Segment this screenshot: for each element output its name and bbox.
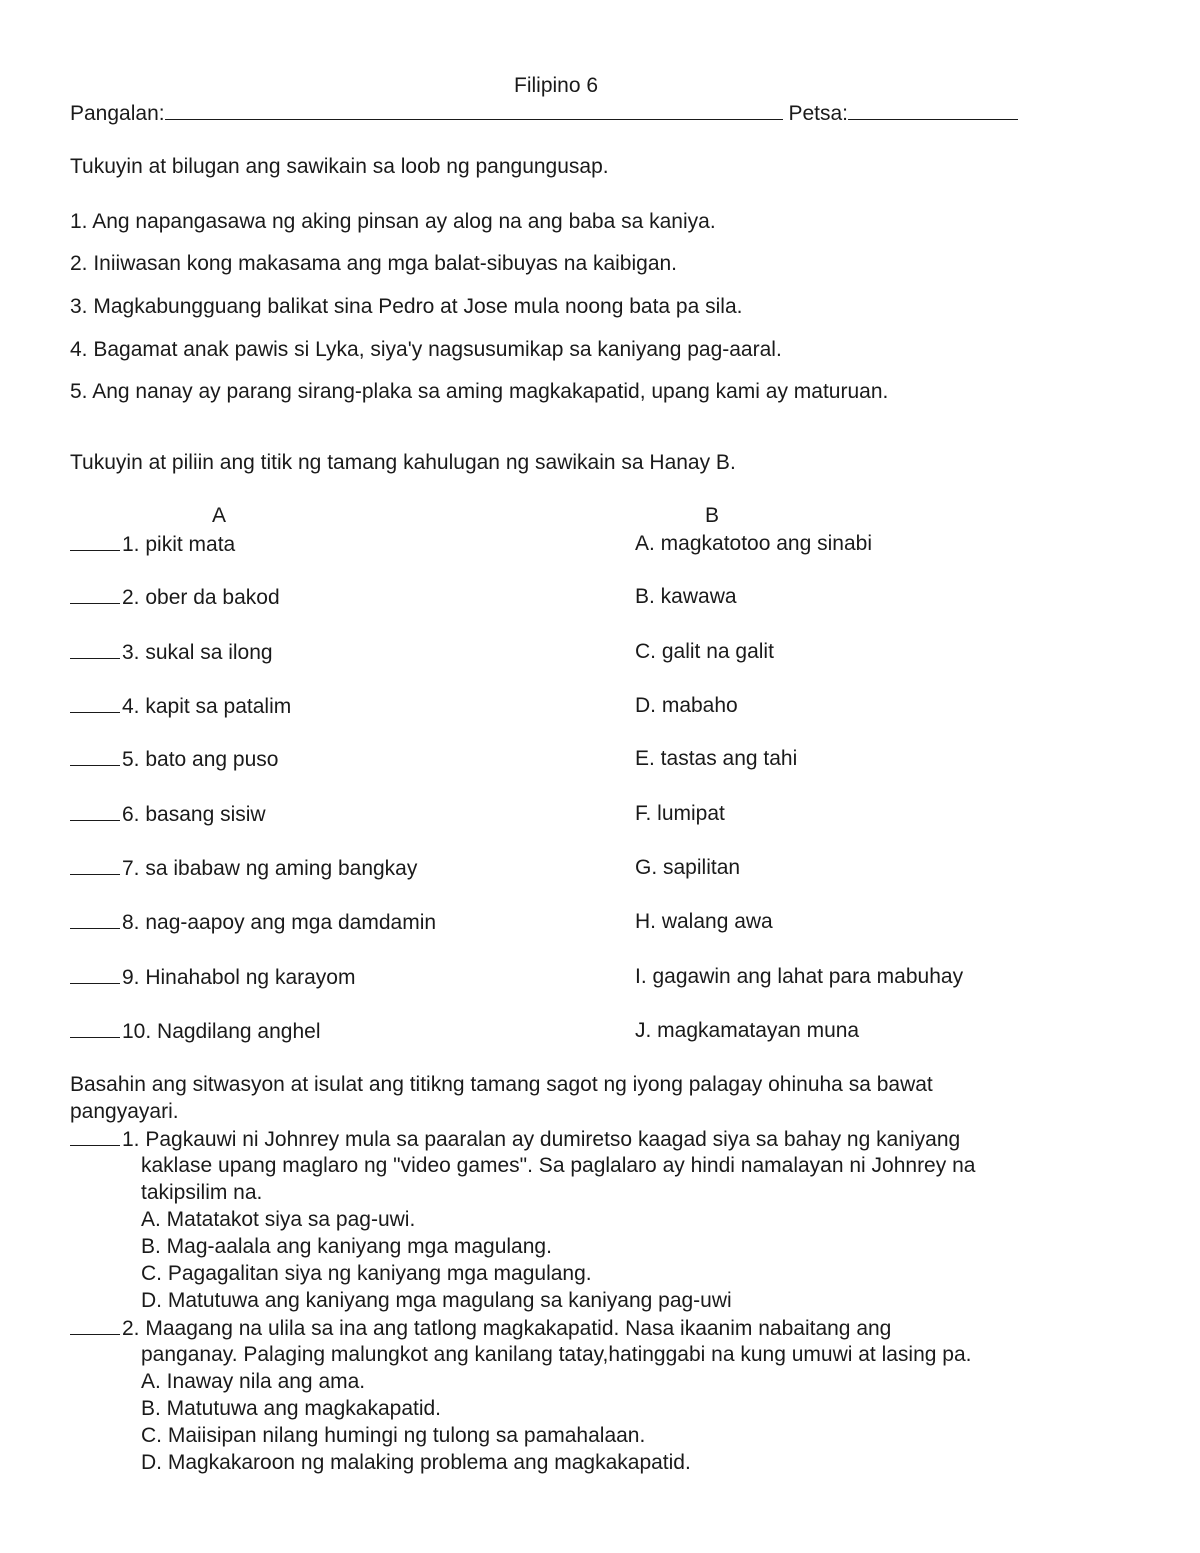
choice-b: B. Mag-aalala ang kaniyang mga magulang.	[141, 1235, 552, 1258]
name-label: Pangalan:	[70, 102, 165, 125]
match-item-b: C. galit na galit	[635, 640, 774, 663]
match-item-a: 2. ober da bakod	[70, 583, 280, 611]
choice-d: D. Magkakaroon ng malaking problema ang magkakapatid.	[141, 1451, 691, 1474]
part1-item: 4. Bagamat anak pawis si Lyka, siya'y nagsusumikap sa kaniyang pag-aaral.	[70, 338, 782, 361]
choice-a: A. Matatakot siya sa pag-uwi.	[141, 1208, 416, 1231]
answer-blank[interactable]	[70, 800, 120, 821]
choice-d: D. Matutuwa ang kaniyang mga magulang sa kaniyang pag-uwi	[141, 1289, 732, 1312]
match-item-a: 9. Hinahabol ng karayom	[70, 963, 355, 991]
name-blank[interactable]	[165, 101, 783, 120]
choice-c: C. Maiisipan nilang humingi ng tulong sa pamahalaan.	[141, 1424, 646, 1447]
answer-blank[interactable]	[70, 963, 120, 984]
part1-instruction: Tukuyin at bilugan ang sawikain sa loob ng pangungusap.	[70, 155, 609, 178]
match-item-b: E. tastas ang tahi	[635, 747, 798, 770]
match-item-b: F. lumipat	[635, 802, 725, 825]
answer-blank[interactable]	[70, 745, 120, 766]
match-item-b: I. gagawin ang lahat para mabuhay	[635, 965, 964, 988]
part1-item: 5. Ang nanay ay parang sirang-plaka sa aming magkakapatid, upang kami ay maturuan.	[70, 380, 889, 403]
situation-1: 1. Pagkauwi ni Johnrey mula sa paaralan ay dumiretso kaagad siya sa bahay ng kaniyang	[70, 1125, 960, 1153]
match-item-a: 5. bato ang puso	[70, 745, 278, 773]
name-date-line	[70, 100, 1018, 127]
part2-instruction: Tukuyin at piliin ang titik ng tamang kahulugan ng sawikain sa Hanay B.	[70, 451, 736, 474]
choice-b: B. Matutuwa ang magkakapatid.	[141, 1397, 442, 1420]
answer-blank[interactable]	[70, 530, 120, 551]
answer-blank[interactable]	[70, 583, 120, 604]
answer-blank[interactable]	[70, 1017, 120, 1038]
match-item-a: 4. kapit sa patalim	[70, 692, 291, 720]
answer-blank[interactable]	[70, 854, 120, 875]
answer-blank[interactable]	[70, 1125, 120, 1146]
answer-blank[interactable]	[70, 908, 120, 929]
part3-instruction: Basahin ang sitwasyon at isulat ang titikng tamang sagot ng iyong palagay ohinuha sa bawat	[70, 1073, 933, 1096]
choice-c: C. Pagagalitan siya ng kaniyang mga magulang.	[141, 1262, 592, 1285]
match-item-a: 1. pikit mata	[70, 530, 235, 558]
match-item-b: H. walang awa	[635, 910, 773, 933]
situation-1-text: kaklase upang maglaro ng "video games". Sa paglalaro ay hindi namalayan ni Johnrey na	[141, 1154, 976, 1177]
page-title: Filipino 6	[514, 74, 599, 97]
column-a-header: A	[212, 504, 227, 527]
match-item-b: J. magkamatayan muna	[635, 1019, 860, 1042]
part1-item: 1. Ang napangasawa ng aking pinsan ay alog na ang baba sa kaniya.	[70, 210, 716, 233]
match-item-a: 10. Nagdilang anghel	[70, 1017, 321, 1045]
answer-blank[interactable]	[70, 1314, 120, 1335]
part3-instruction-cont: pangyayari.	[70, 1100, 179, 1123]
match-item-a: 3. sukal sa ilong	[70, 638, 273, 666]
part1-item: 3. Magkabungguang balikat sina Pedro at Jose mula noong bata pa sila.	[70, 295, 743, 318]
part1-item: 2. Iniiwasan kong makasama ang mga balat-sibuyas na kaibigan.	[70, 252, 678, 275]
date-label: Petsa:	[788, 102, 848, 125]
answer-blank[interactable]	[70, 692, 120, 713]
answer-blank[interactable]	[70, 638, 120, 659]
match-item-a: 6. basang sisiw	[70, 800, 266, 828]
match-item-b: A. magkatotoo ang sinabi	[635, 532, 872, 555]
date-blank[interactable]	[848, 101, 1018, 120]
situation-2: 2. Maagang na ulila sa ina ang tatlong magkakapatid. Nasa ikaanim nabaitang ang	[70, 1314, 891, 1342]
column-b-header: B	[705, 504, 720, 527]
match-item-a: 8. nag-aapoy ang mga damdamin	[70, 908, 436, 936]
choice-a: A. Inaway nila ang ama.	[141, 1370, 366, 1393]
situation-2-text: panganay. Palaging malungkot ang kanilang tatay,hatinggabi na kung umuwi at lasing pa.	[141, 1343, 972, 1366]
match-item-b: D. mabaho	[635, 694, 738, 717]
match-item-b: G. sapilitan	[635, 856, 741, 879]
match-item-a: 7. sa ibabaw ng aming bangkay	[70, 854, 417, 882]
situation-1-text: takipsilim na.	[141, 1181, 263, 1204]
match-item-b: B. kawawa	[635, 585, 737, 608]
